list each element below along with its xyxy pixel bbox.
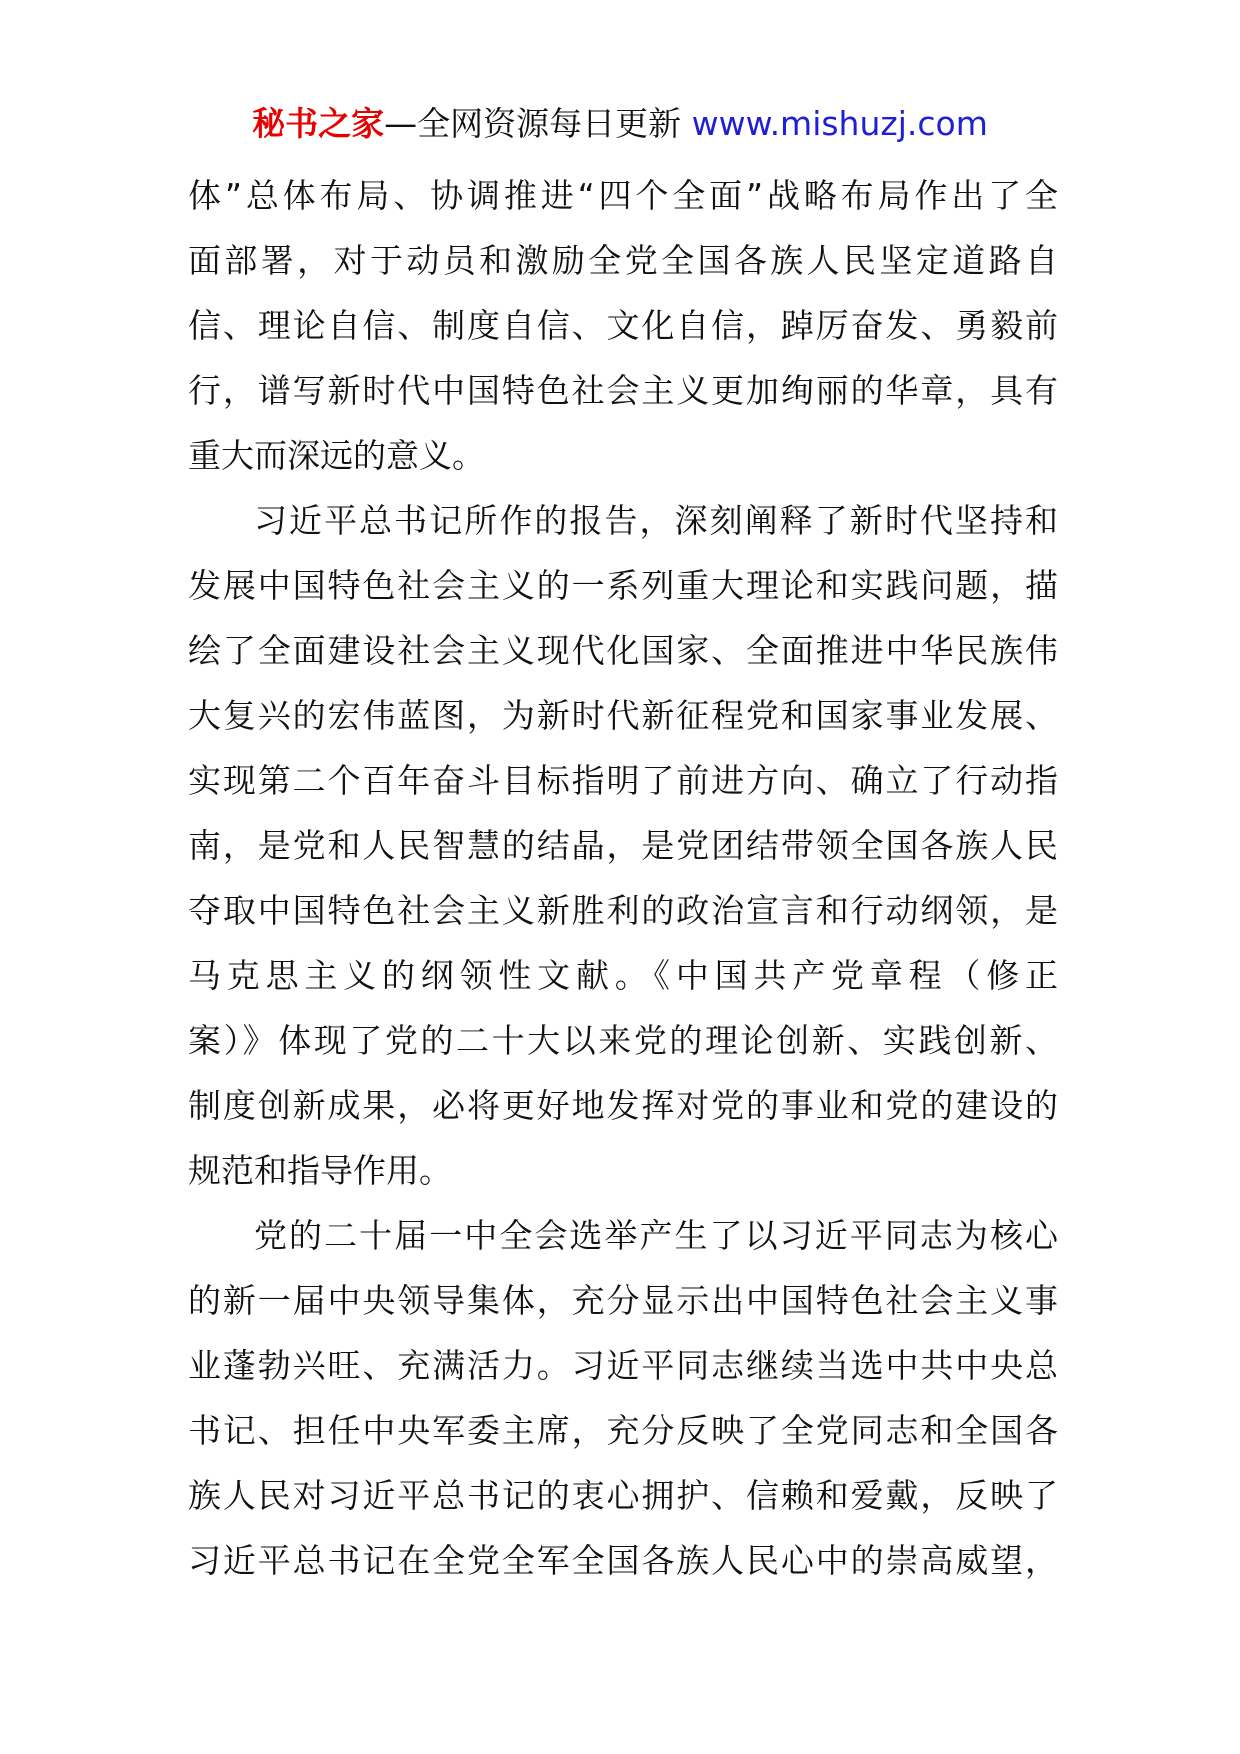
text-line: 案）》体现了党的二十大以来党的理论创新、实践创新、 <box>188 1021 1058 1060</box>
text-line: 业蓬勃兴旺、充满活力。习近平同志继续当选中共中央总 <box>188 1346 1058 1385</box>
paragraph-first-line: 习近平总书记所作的报告，深刻阐释了新时代坚持和 <box>254 501 1058 540</box>
text-line: 夺取中国特色社会主义新胜利的政治宣言和行动纲领，是 <box>188 891 1058 930</box>
text-line: 绘了全面建设社会主义现代化国家、全面推进中华民族伟 <box>188 631 1058 670</box>
text-line: 信、理论自信、制度自信、文化自信，踔厉奋发、勇毅前 <box>188 306 1058 345</box>
text-line: 体”总体布局、协调推进“四个全面”战略布局作出了全 <box>188 176 1058 215</box>
page-header <box>0 100 1240 148</box>
brand-name: 秘书之家 <box>252 104 385 143</box>
text-line: 书记、担任中央军委主席，充分反映了全党同志和全国各 <box>188 1411 1058 1450</box>
text-line: 族人民对习近平总书记的衷心拥护、信赖和爱戴，反映了 <box>188 1476 1058 1515</box>
text-line: 规范和指导作用。 <box>188 1151 452 1190</box>
paragraph-first-line: 党的二十届一中全会选举产生了以习近平同志为核心 <box>254 1216 1058 1255</box>
header-slogan: —全网资源每日更新 <box>384 104 692 143</box>
text-line: 的新一届中央领导集体，充分显示出中国特色社会主义事 <box>188 1281 1058 1320</box>
text-line: 大复兴的宏伟蓝图，为新时代新征程党和国家事业发展、 <box>188 696 1058 735</box>
text-line: 制度创新成果，必将更好地发挥对党的事业和党的建设的 <box>188 1086 1058 1125</box>
text-line: 重大而深远的意义。 <box>188 436 485 475</box>
website-url-link[interactable]: www.mishuzj.com <box>691 104 988 143</box>
text-line: 发展中国特色社会主义的一系列重大理论和实践问题，描 <box>188 566 1058 605</box>
text-line: 南，是党和人民智慧的结晶，是党团结带领全国各族人民 <box>188 826 1058 865</box>
text-line: 习近平总书记在全党全军全国各族人民心中的崇高威望， <box>188 1541 1058 1580</box>
text-line: 实现第二个百年奋斗目标指明了前进方向、确立了行动指 <box>188 761 1058 800</box>
document-body <box>188 163 1058 1593</box>
text-line: 面部署，对于动员和激励全党全国各族人民坚定道路自 <box>188 241 1058 280</box>
text-line: 行，谱写新时代中国特色社会主义更加绚丽的华章，具有 <box>188 371 1058 410</box>
text-line: 马克思主义的纲领性文献。《中国共产党章程（修正 <box>188 956 1058 995</box>
